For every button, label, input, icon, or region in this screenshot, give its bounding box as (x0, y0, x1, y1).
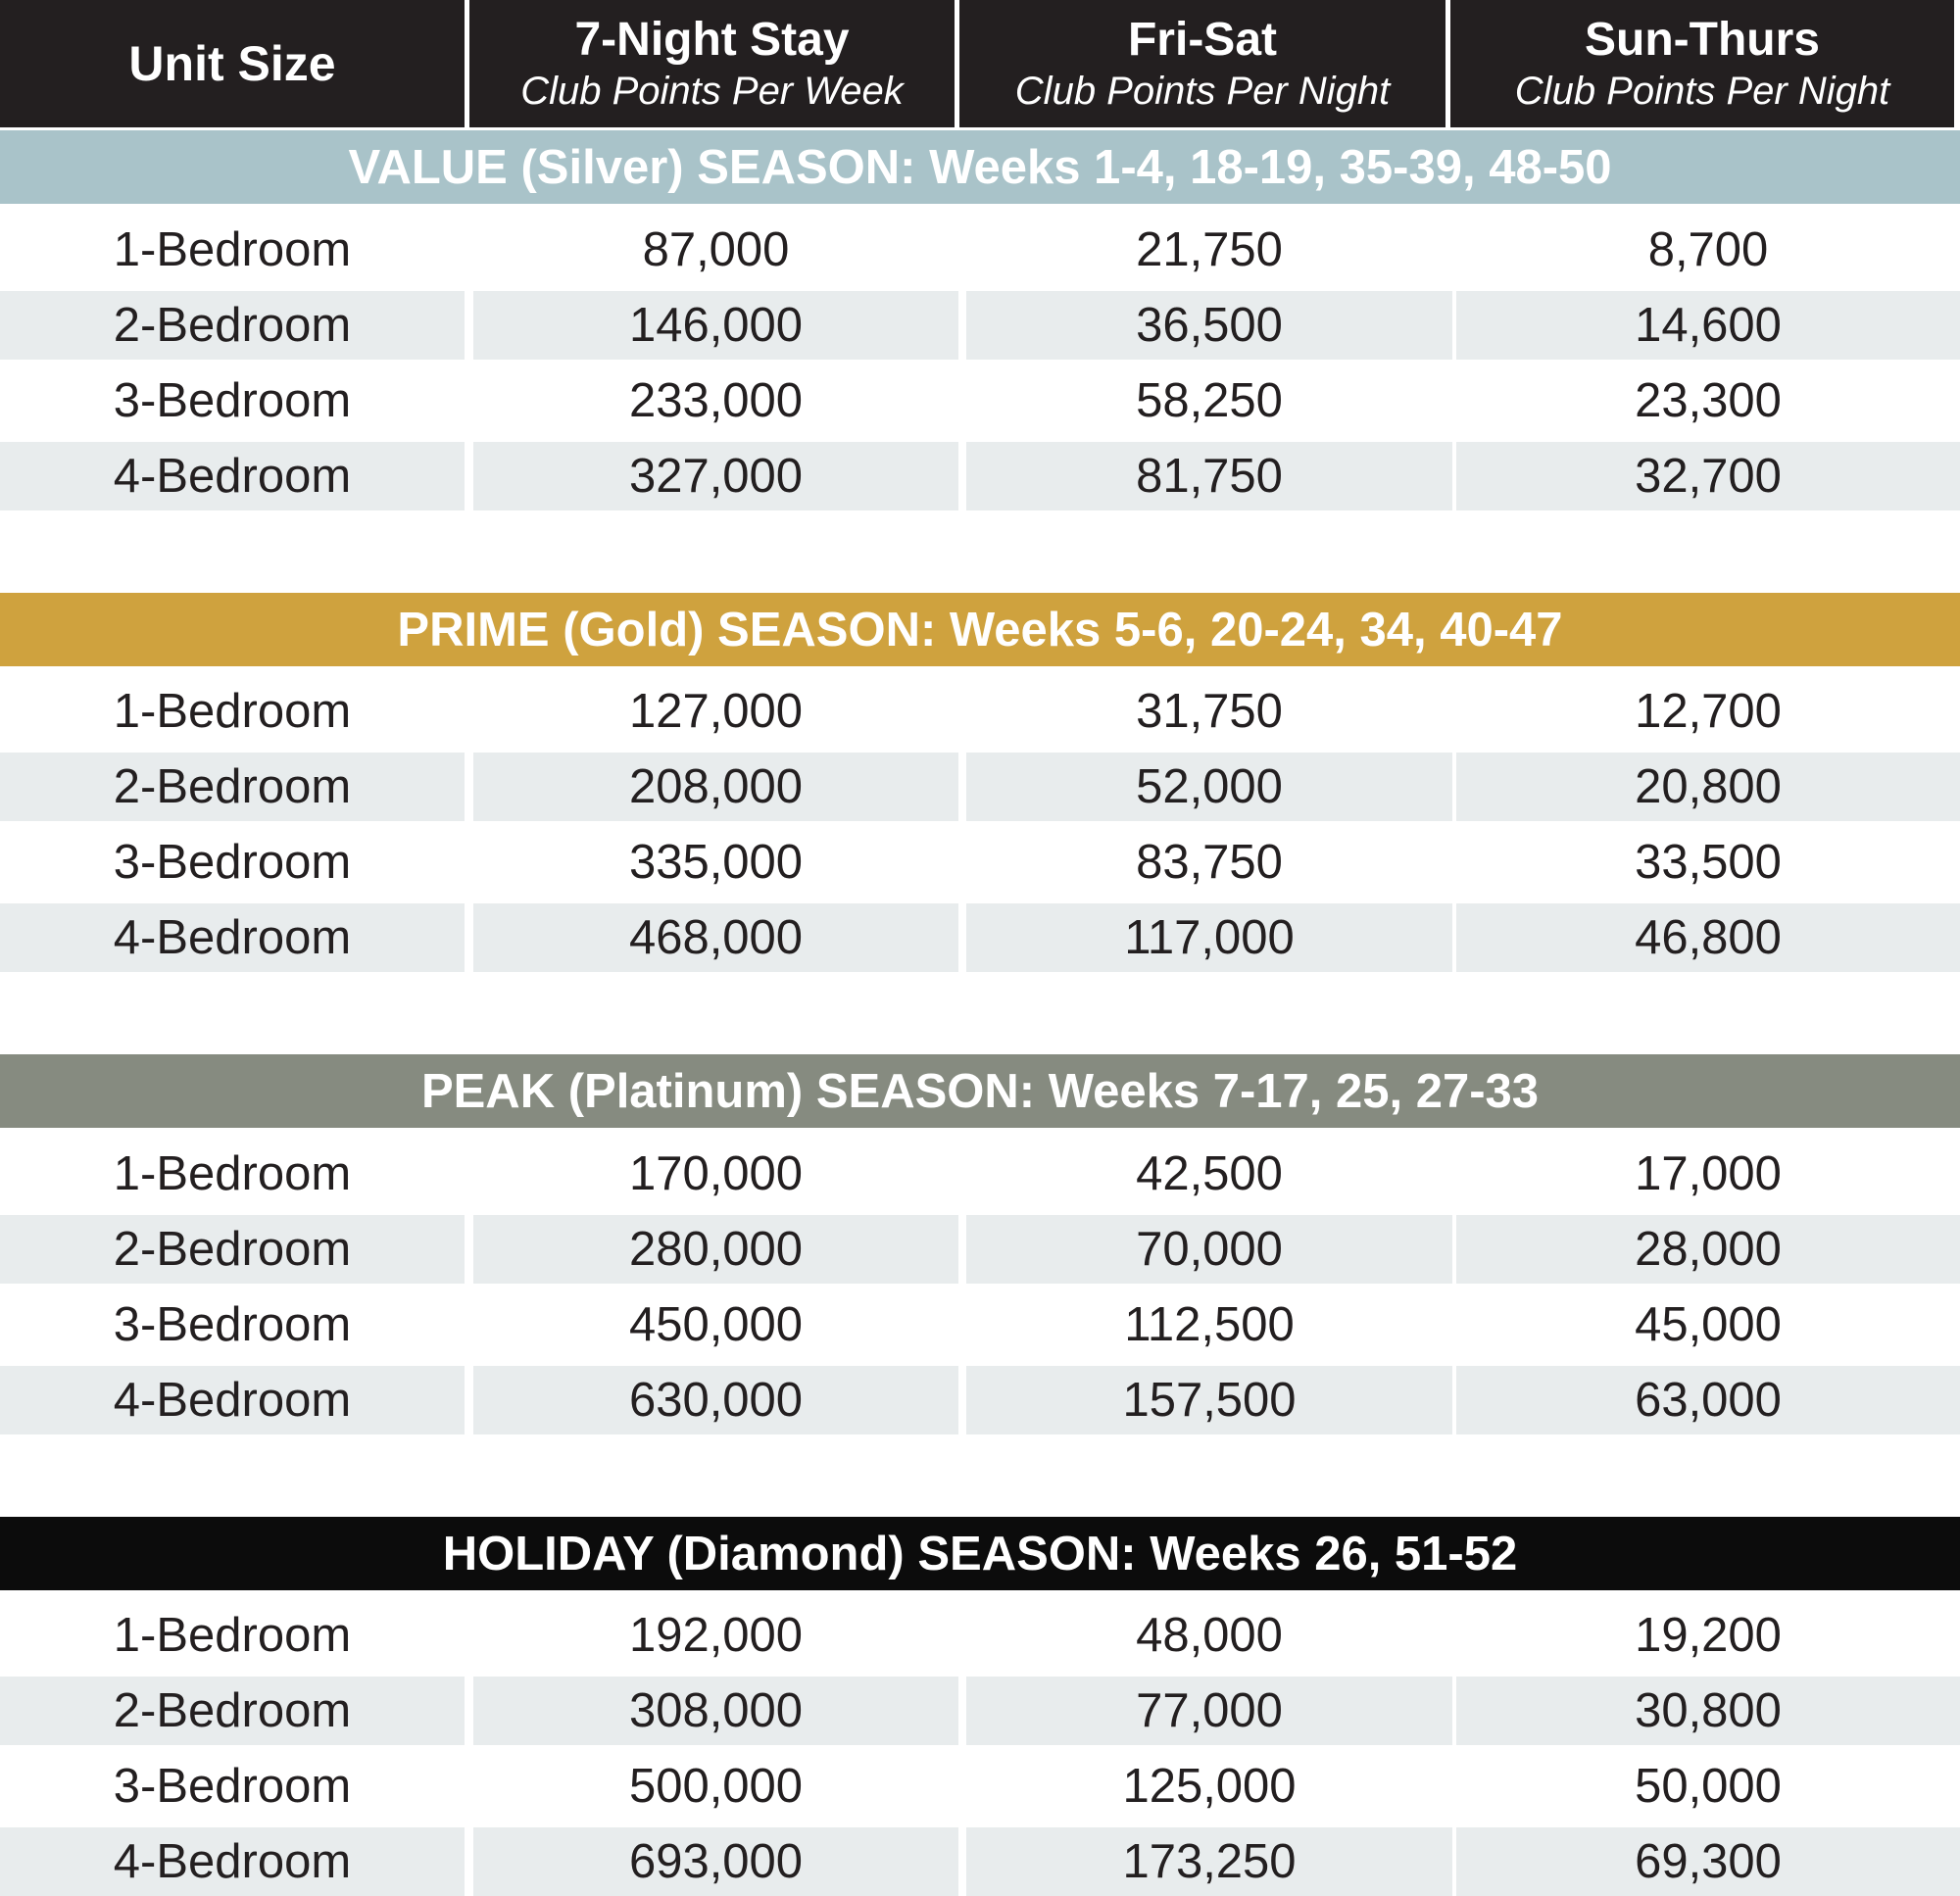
header-sun-thurs-subtitle: Club Points Per Night (1514, 70, 1890, 113)
unit-size-cell: 3-Bedroom (113, 1760, 352, 1813)
unit-size-cell: 1-Bedroom (113, 223, 352, 276)
header-fri-sat-title: Fri-Sat (1127, 14, 1277, 66)
sun-thurs-cell: 23,300 (1635, 374, 1782, 427)
season-title: HOLIDAY (Diamond) SEASON: Weeks 26, 51-52 (442, 1527, 1518, 1580)
header-unit-size-label: Unit Size (128, 36, 336, 91)
seven-night-cell: 327,000 (473, 442, 958, 510)
unit-size-cell: 4-Bedroom (0, 1366, 465, 1434)
header-fri-sat (959, 0, 1446, 127)
sun-thurs-cell: 28,000 (1456, 1215, 1960, 1284)
sun-thurs-cell: 19,200 (1635, 1609, 1782, 1662)
fri-sat-cell: 36,500 (966, 291, 1452, 360)
season-band (0, 1054, 1960, 1128)
header-sun-thurs-title: Sun-Thurs (1585, 14, 1820, 66)
seven-night-cell: 693,000 (473, 1827, 958, 1896)
fri-sat-cell: 83,750 (1136, 836, 1283, 889)
table-row (0, 216, 1960, 284)
table-row (0, 1752, 1960, 1821)
fri-sat-cell: 52,000 (966, 753, 1452, 821)
sun-thurs-cell: 45,000 (1635, 1298, 1782, 1351)
sun-thurs-cell: 69,300 (1456, 1827, 1960, 1896)
seven-night-cell: 308,000 (473, 1677, 958, 1745)
header-unit-size (0, 0, 465, 127)
header-7-night (469, 0, 955, 127)
unit-size-cell: 1-Bedroom (113, 1609, 352, 1662)
table-row (0, 291, 1960, 360)
season-band (0, 130, 1960, 204)
unit-size-cell: 2-Bedroom (0, 291, 465, 360)
sun-thurs-cell: 8,700 (1647, 223, 1769, 276)
header-row (0, 0, 1960, 127)
seven-night-cell: 192,000 (628, 1609, 804, 1662)
table-row (0, 1215, 1960, 1284)
season-title: PEAK (Platinum) SEASON: Weeks 7-17, 25, 27-33 (420, 1064, 1540, 1118)
sun-thurs-cell: 32,700 (1456, 442, 1960, 510)
season-band (0, 1517, 1960, 1590)
sun-thurs-cell: 30,800 (1456, 1677, 1960, 1745)
unit-size-cell: 4-Bedroom (0, 442, 465, 510)
seven-night-cell: 630,000 (473, 1366, 958, 1434)
seven-night-cell: 450,000 (628, 1298, 804, 1351)
header-7-night-subtitle: Club Points Per Week (520, 70, 904, 113)
seven-night-cell: 87,000 (642, 223, 790, 276)
unit-size-cell: 4-Bedroom (0, 903, 465, 972)
seven-night-cell: 233,000 (628, 374, 804, 427)
unit-size-cell: 2-Bedroom (0, 753, 465, 821)
seven-night-cell: 468,000 (473, 903, 958, 972)
seven-night-cell: 170,000 (628, 1147, 804, 1200)
sun-thurs-cell: 17,000 (1635, 1147, 1782, 1200)
fri-sat-cell: 112,500 (1124, 1298, 1295, 1351)
sun-thurs-cell: 63,000 (1456, 1366, 1960, 1434)
header-sun-thurs (1450, 0, 1954, 127)
season-title: PRIME (Gold) SEASON: Weeks 5-6, 20-24, 34, 40-47 (397, 603, 1563, 656)
season-title: VALUE (Silver) SEASON: Weeks 1-4, 18-19, 35-39, 48-50 (348, 140, 1612, 194)
fri-sat-cell: 77,000 (966, 1677, 1452, 1745)
season-band (0, 593, 1960, 666)
unit-size-cell: 2-Bedroom (0, 1677, 465, 1745)
seven-night-cell: 280,000 (473, 1215, 958, 1284)
fri-sat-cell: 173,250 (966, 1827, 1452, 1896)
fri-sat-cell: 157,500 (966, 1366, 1452, 1434)
seven-night-cell: 335,000 (628, 836, 804, 889)
sun-thurs-cell: 20,800 (1456, 753, 1960, 821)
fri-sat-cell: 42,500 (1136, 1147, 1283, 1200)
fri-sat-cell: 117,000 (966, 903, 1452, 972)
table-row (0, 1601, 1960, 1670)
table-row (0, 1290, 1960, 1359)
header-fri-sat-subtitle: Club Points Per Night (1014, 70, 1391, 113)
header-7-night-title: 7-Night Stay (574, 14, 850, 66)
sun-thurs-cell: 14,600 (1456, 291, 1960, 360)
unit-size-cell: 3-Bedroom (113, 1298, 352, 1351)
unit-size-cell: 3-Bedroom (113, 836, 352, 889)
seven-night-cell: 500,000 (628, 1760, 804, 1813)
table-row (0, 1677, 1960, 1745)
sun-thurs-cell: 12,700 (1635, 685, 1782, 738)
unit-size-cell: 4-Bedroom (0, 1827, 465, 1896)
sun-thurs-cell: 33,500 (1635, 836, 1782, 889)
unit-size-cell: 1-Bedroom (113, 685, 352, 738)
fri-sat-cell: 48,000 (1136, 1609, 1283, 1662)
fri-sat-cell: 31,750 (1136, 685, 1283, 738)
table-row (0, 366, 1960, 435)
sun-thurs-cell: 46,800 (1456, 903, 1960, 972)
table-row (0, 903, 1960, 972)
unit-size-cell: 3-Bedroom (113, 374, 352, 427)
fri-sat-cell: 58,250 (1136, 374, 1283, 427)
table-row (0, 677, 1960, 746)
table-row (0, 828, 1960, 897)
fri-sat-cell: 70,000 (966, 1215, 1452, 1284)
table-row (0, 753, 1960, 821)
table-row (0, 1140, 1960, 1208)
fri-sat-cell: 21,750 (1136, 223, 1283, 276)
unit-size-cell: 1-Bedroom (113, 1147, 352, 1200)
seven-night-cell: 208,000 (473, 753, 958, 821)
fri-sat-cell: 125,000 (1122, 1760, 1297, 1813)
seven-night-cell: 146,000 (473, 291, 958, 360)
seven-night-cell: 127,000 (628, 685, 804, 738)
unit-size-cell: 2-Bedroom (0, 1215, 465, 1284)
table-row (0, 1366, 1960, 1434)
fri-sat-cell: 81,750 (966, 442, 1452, 510)
sun-thurs-cell: 50,000 (1635, 1760, 1782, 1813)
table-row (0, 442, 1960, 510)
